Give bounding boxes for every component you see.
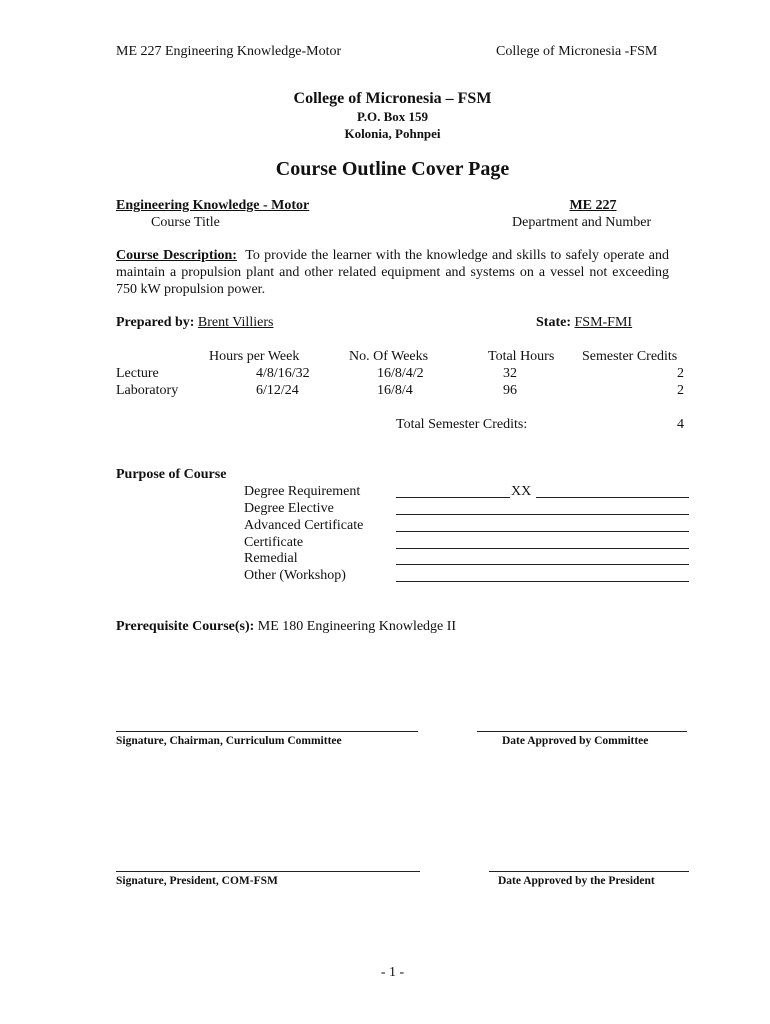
- course-title-label: Course Title: [151, 215, 220, 230]
- page-title: Course Outline Cover Page: [275, 158, 510, 180]
- purpose-line-advanced-certificate: [396, 531, 689, 532]
- purpose-line-degree-elective: [396, 514, 689, 515]
- table-header-semester-credits: Semester Credits: [582, 349, 678, 364]
- address-line-2: Kolonia, Pohnpei: [344, 126, 441, 141]
- prepared-by: [116, 315, 273, 331]
- president-date-line: [489, 871, 689, 872]
- purpose-mark-degree-requirement: XX: [511, 484, 532, 499]
- table-row-lecture-label: Lecture: [116, 366, 159, 381]
- table-header-weeks: No. Of Weeks: [349, 349, 429, 364]
- course-description: [116, 247, 669, 298]
- page-number: - 1 -: [380, 965, 405, 980]
- purpose-line-degree-requirement-a: [396, 497, 510, 498]
- president-signature-line: [116, 871, 420, 872]
- table-row-lecture-hours: 4/8/16/32: [256, 366, 310, 381]
- address-line-1: P.O. Box 159: [356, 109, 429, 124]
- president-signature-label: Signature, President, COM-FSM: [116, 875, 278, 887]
- chairman-signature-label: Signature, Chairman, Curriculum Committee: [116, 735, 342, 747]
- purpose-item-remedial: Remedial: [244, 551, 298, 566]
- header-left: ME 227 Engineering Knowledge-Motor: [116, 44, 342, 59]
- state: [536, 315, 632, 331]
- table-row-laboratory-label: Laboratory: [116, 383, 179, 398]
- prerequisite-label: Prerequisite Course(s):: [116, 619, 255, 634]
- course-title-value: Engineering Knowledge - Motor: [116, 198, 310, 213]
- purpose-item-certificate: Certificate: [244, 535, 304, 550]
- table-row-lecture-weeks: 16/8/4/2: [377, 366, 424, 381]
- committee-date-line: [477, 731, 687, 732]
- purpose-item-degree-elective: Degree Elective: [244, 501, 334, 516]
- prerequisite-value: ME 180 Engineering Knowledge II: [257, 619, 457, 634]
- committee-date-label: Date Approved by Committee: [502, 735, 649, 747]
- president-date-label: Date Approved by the President: [498, 875, 655, 887]
- table-header-hours-per-week: Hours per Week: [209, 349, 300, 364]
- purpose-line-other-workshop: [396, 581, 689, 582]
- total-credits-label: Total Semester Credits:: [396, 417, 528, 432]
- table-row-lecture-credits: 2: [677, 366, 684, 381]
- course-description-text: To provide the learner with the knowledge and skills to safely operate and maintain a propulsion plant and other related equipment and systems on a vessel not exceeding 750 kW propulsion power.: [116, 248, 670, 297]
- table-row-laboratory-credits: 2: [677, 383, 684, 398]
- purpose-line-remedial: [396, 564, 689, 565]
- chairman-signature-line: [116, 731, 418, 732]
- table-row-lecture-total: 32: [503, 366, 517, 381]
- table-row-laboratory-weeks: 16/8/4: [377, 383, 413, 398]
- purpose-line-degree-requirement-b: [536, 497, 689, 498]
- purpose-item-other-workshop: Other (Workshop): [244, 568, 346, 583]
- purpose-item-degree-requirement: Degree Requirement: [244, 484, 361, 499]
- course-description-label: Course Description:: [116, 248, 237, 263]
- course-number-value: ME 227: [569, 198, 617, 213]
- state-label: State:: [536, 315, 571, 330]
- table-header-total-hours: Total Hours: [488, 349, 555, 364]
- purpose-line-certificate: [396, 548, 689, 549]
- total-credits-value: 4: [677, 417, 684, 432]
- header-right: College of Micronesia -FSM: [496, 44, 658, 59]
- institution-name: College of Micronesia – FSM: [293, 90, 492, 107]
- prerequisite: [116, 619, 456, 635]
- table-row-laboratory-total: 96: [503, 383, 517, 398]
- purpose-item-advanced-certificate: Advanced Certificate: [244, 518, 364, 533]
- state-value: FSM-FMI: [574, 315, 633, 330]
- prepared-by-label: Prepared by:: [116, 315, 195, 330]
- course-number-label: Department and Number: [512, 215, 652, 230]
- table-row-laboratory-hours: 6/12/24: [256, 383, 299, 398]
- prepared-by-value: Brent Villiers: [197, 315, 274, 330]
- purpose-heading: Purpose of Course: [116, 467, 227, 482]
